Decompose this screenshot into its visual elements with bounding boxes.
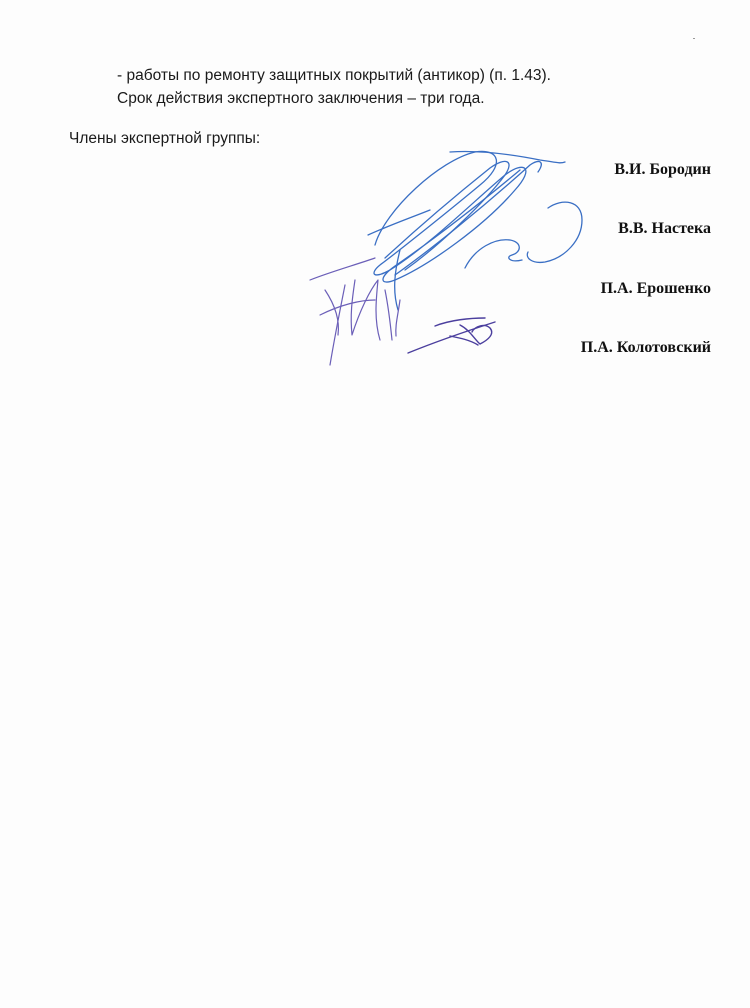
body-line-validity-period: Срок действия экспертного заключения – три года.	[117, 90, 485, 107]
signature-eroshenko	[310, 258, 400, 365]
handwritten-signatures	[300, 140, 600, 380]
members-heading: Члены экспертной группы:	[69, 130, 261, 147]
member-name-borodin: В.И. Бородин	[614, 161, 711, 178]
body-line-anticorrosion: - работы по ремонту защитных покрытий (антикор) (п. 1.43).	[117, 67, 551, 84]
scan-speck	[693, 38, 695, 39]
signature-borodin	[368, 151, 565, 310]
member-name-eroshenko: П.А. Ерошенко	[600, 280, 711, 297]
signature-nasteka	[465, 202, 582, 268]
member-name-nasteka: В.В. Настека	[618, 220, 711, 237]
member-name-kolotovsky: П.А. Колотовский	[580, 339, 711, 356]
signature-kolotovsky	[408, 318, 495, 353]
